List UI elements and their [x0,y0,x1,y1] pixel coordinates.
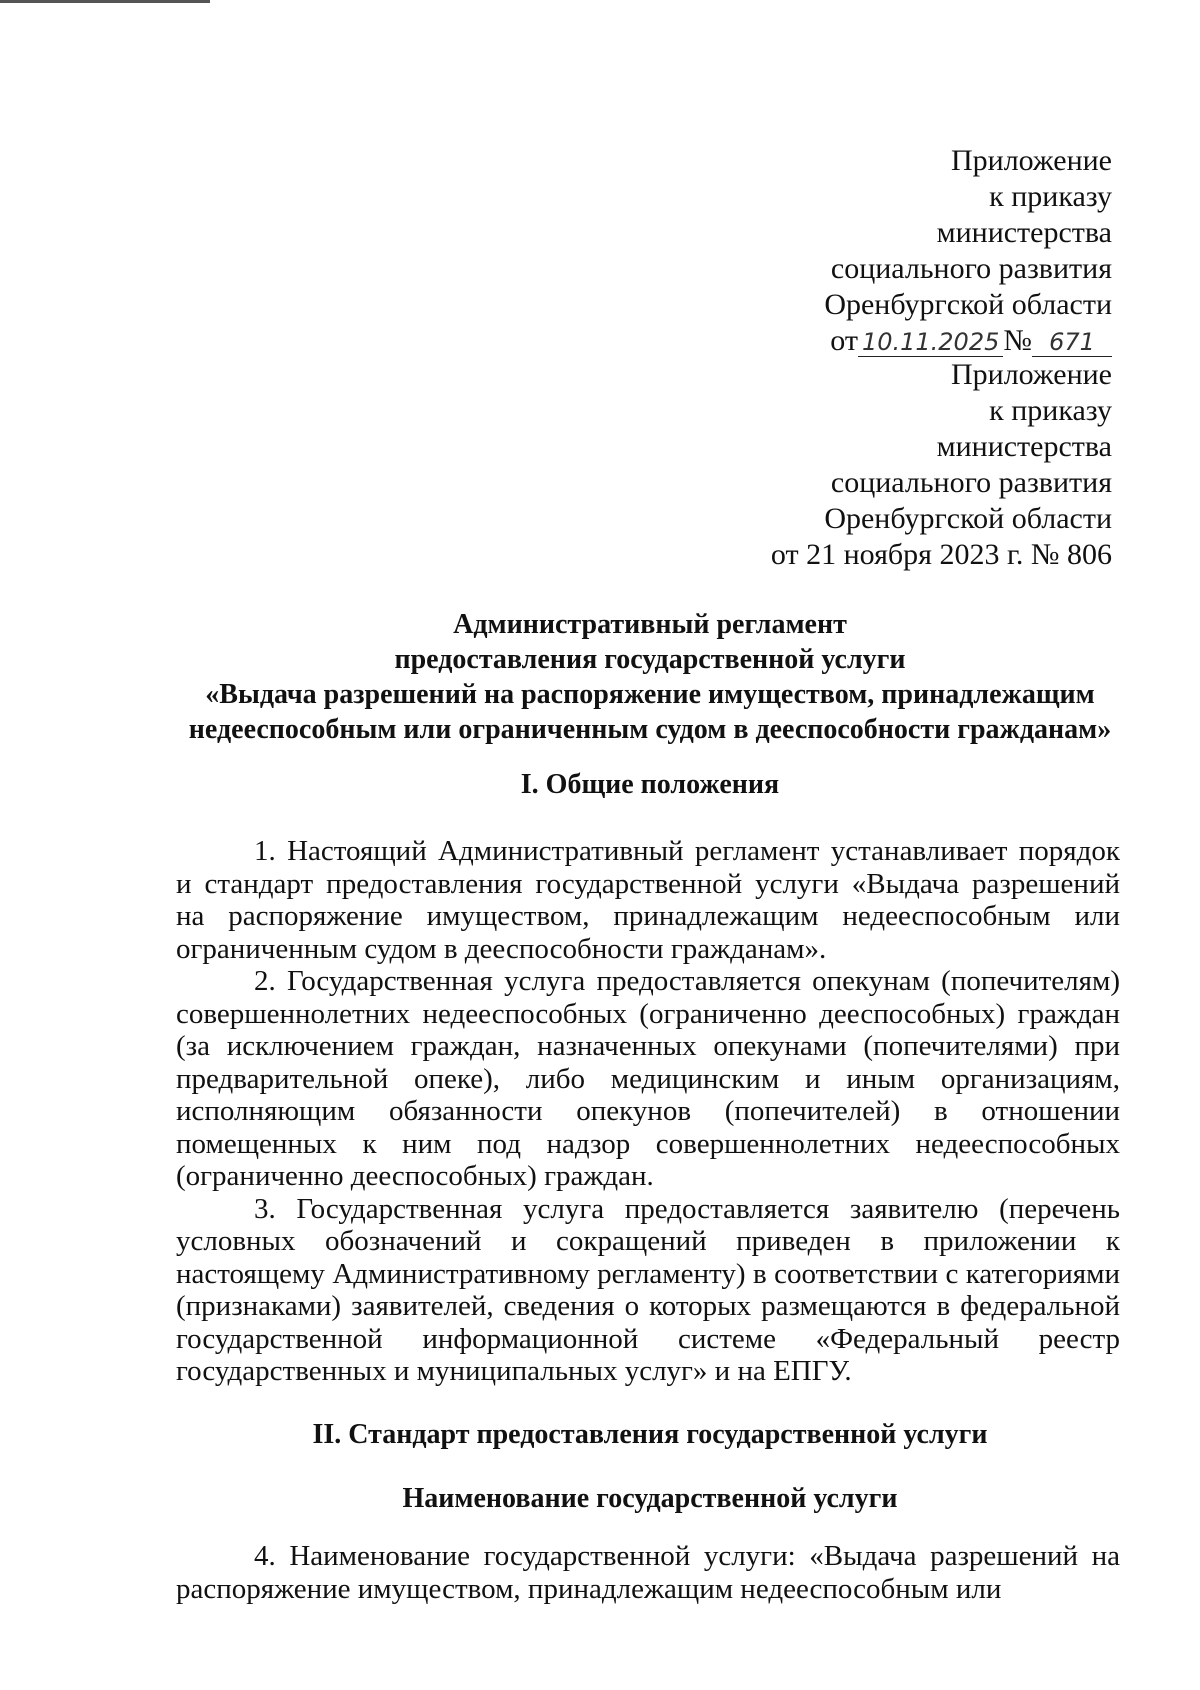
appendix-line: Приложение [950,358,1112,391]
handwritten-date: 10.11.2025 [858,328,1003,357]
appendix-line: Оренбургской области [824,502,1112,535]
section-body [176,835,1120,1388]
section-body [176,1540,1120,1605]
appendix-line: министерства [936,430,1112,463]
title-line: «Выдача разрешений на распоряжение имуществом, принадлежащим [205,679,1095,710]
document-title [170,607,1130,747]
paragraph: 3. Государственная услуга предоставляется заявителю (перечень условных обозначений и сокращений приведен в приложении к настоящему Административному регламенту) в соответствии с категориями (признаками) заявителей, сведения о которых размещаются в федеральной государственной информационной системе «Федеральный реестр государственных и муниципальных услуг» и на ЕПГУ. [176,1192,1120,1387]
handwritten-number: 671 [1032,328,1112,357]
scan-artifact-line [0,0,210,3]
appendix-line: к приказу [989,180,1112,213]
date-prefix: от [830,324,858,357]
subsection-heading: Наименование государственной услуги [402,1483,898,1514]
title-line: предоставления государственной услуги [394,644,906,675]
appendix-line: к приказу [989,394,1112,427]
title-line: Административный регламент [453,609,847,640]
appendix-line: социального развития [830,252,1112,285]
paragraph: 1. Настоящий Административный регламент устанавливает порядок и стандарт предоставления государственной услуги «Выдача разрешений на распоряжение имуществом, принадлежащим недееспособным или ограниченным судом в дееспособности гражданам». [176,835,1120,965]
appendix-date-line [824,323,1112,359]
appendix-line: Оренбургской области [824,288,1112,321]
section-heading: I. Общие положения [520,769,780,800]
appendix-header-original [771,357,1112,573]
appendix-line: социального развития [830,466,1112,499]
appendix-line: Приложение [950,144,1112,177]
appendix-header-current [824,143,1112,359]
paragraph: 2. Государственная услуга предоставляется опекунам (попечителям) совершеннолетних недееспособных (ограниченно дееспособных) граждан (за исключением граждан, назначенных опекунами (попечителями) при предварительной опеке), либо медицинским и иным организациям, исполняющим обязанности опекунов (попечителей) в отношении помещенных к ним под надзор совершеннолетних недееспособных (ограниченно дееспособных) граждан. [176,965,1120,1192]
paragraph: 4. Наименование государственной услуги: «Выдача разрешений на распоряжение имуществом, принадлежащим недееспособным или [176,1540,1120,1605]
section-heading: II. Стандарт предоставления государственной услуги [312,1419,988,1450]
number-sign: № [1003,324,1032,357]
appendix-line: от 21 ноября 2023 г. № 806 [770,538,1112,571]
appendix-line: министерства [936,216,1112,249]
title-line: недееспособным или ограниченным судом в дееспособности гражданам» [188,714,1112,745]
